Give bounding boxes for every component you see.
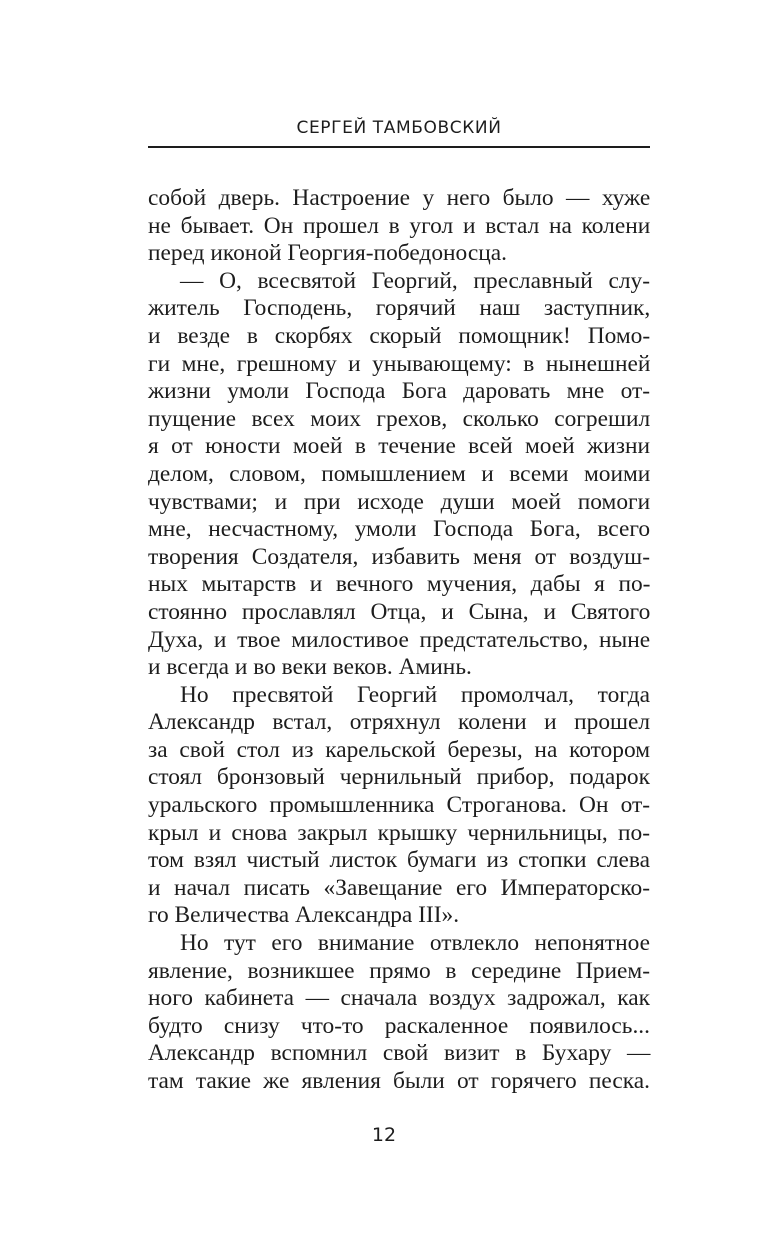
- text-line: делом, словом, помышлением и всеми моими: [148, 460, 651, 487]
- text-line: уральского промышленника Строганова. Он от-: [148, 792, 650, 819]
- text-line: стоял бронзовый чернильный прибор, подарок: [148, 764, 650, 791]
- text-line: собой дверь. Настроение у него было — хуже: [148, 185, 651, 211]
- text-line: — О, всесвятой Георгий, преславный слу-: [180, 267, 650, 294]
- paragraph-1: [148, 185, 650, 268]
- text-line: житель Господень, горячий наш заступник,: [148, 295, 651, 322]
- text-line: го Величества Александра III».: [148, 902, 460, 929]
- paragraph-2: [148, 268, 650, 682]
- text-line: не бывает. Он прошел в угол и встал на колени: [148, 212, 651, 239]
- text-line: и всегда и во веки веков. Аминь.: [148, 654, 472, 681]
- page-number: 12: [371, 1124, 397, 1146]
- text-line: чувствами; и при исходе души моей помоги: [148, 488, 651, 515]
- text-line: пущение всех моих грехов, сколько согрешил: [148, 405, 651, 432]
- text-line: Александр встал, отряхнул колени и прошел: [148, 709, 651, 736]
- paragraph-4: [148, 930, 650, 1096]
- text-line: там такие же явления были от горячего песка.: [148, 1068, 650, 1094]
- text-line: Но пресвятой Георгий промолчал, тогда: [180, 681, 650, 708]
- text-line: крыл и снова закрыл крышку чернильницы, по-: [148, 819, 650, 846]
- paragraph-3: [148, 682, 650, 930]
- text-line: жизни умоли Господа Бога даровать мне от-: [148, 378, 651, 405]
- text-line: творения Создателя, избавить меня от воздуш-: [148, 543, 650, 570]
- text-line: Но тут его внимание отвлекло непонятное: [180, 930, 650, 957]
- text-line: Духа, и твое милостивое предстательство, ныне: [148, 626, 651, 653]
- text-line: мне, несчастному, умоли Господа Бога, всего: [148, 516, 651, 543]
- text-line: Александр вспомнил свой визит в Бухару —: [148, 1040, 651, 1067]
- text-line: ных мытарств и вечного мучения, дабы я по-: [148, 571, 651, 598]
- author-name: СЕРГЕЙ ТАМБОВСКИЙ: [296, 118, 502, 138]
- text-line: за свой стол из карельской березы, на котором: [148, 736, 650, 763]
- text-line: ного кабинета — сначала воздух задрожал, как: [148, 985, 650, 1012]
- body-text: [148, 185, 650, 1096]
- text-line: и начал писать «Завещание его Императорско-: [148, 874, 650, 901]
- text-line: я от юности моей в течение всей моей жизни: [148, 433, 650, 460]
- text-line: ги мне, грешному и унывающему: в нынешней: [148, 350, 651, 377]
- text-line: будто снизу что-то раскаленное появилось...: [148, 1012, 650, 1039]
- text-line: явление, возникшее прямо в середине Прием-: [148, 957, 650, 984]
- text-line: том взял чистый листок бумаги из стопки слева: [148, 847, 650, 874]
- text-line: и везде в скорбях скорый помощник! Помо-: [148, 322, 651, 349]
- running-header: [148, 114, 650, 148]
- text-line: стоянно прославлял Отца, и Сына, и Святого: [148, 598, 651, 625]
- text-line: перед иконой Георгия-победоносца.: [148, 240, 507, 267]
